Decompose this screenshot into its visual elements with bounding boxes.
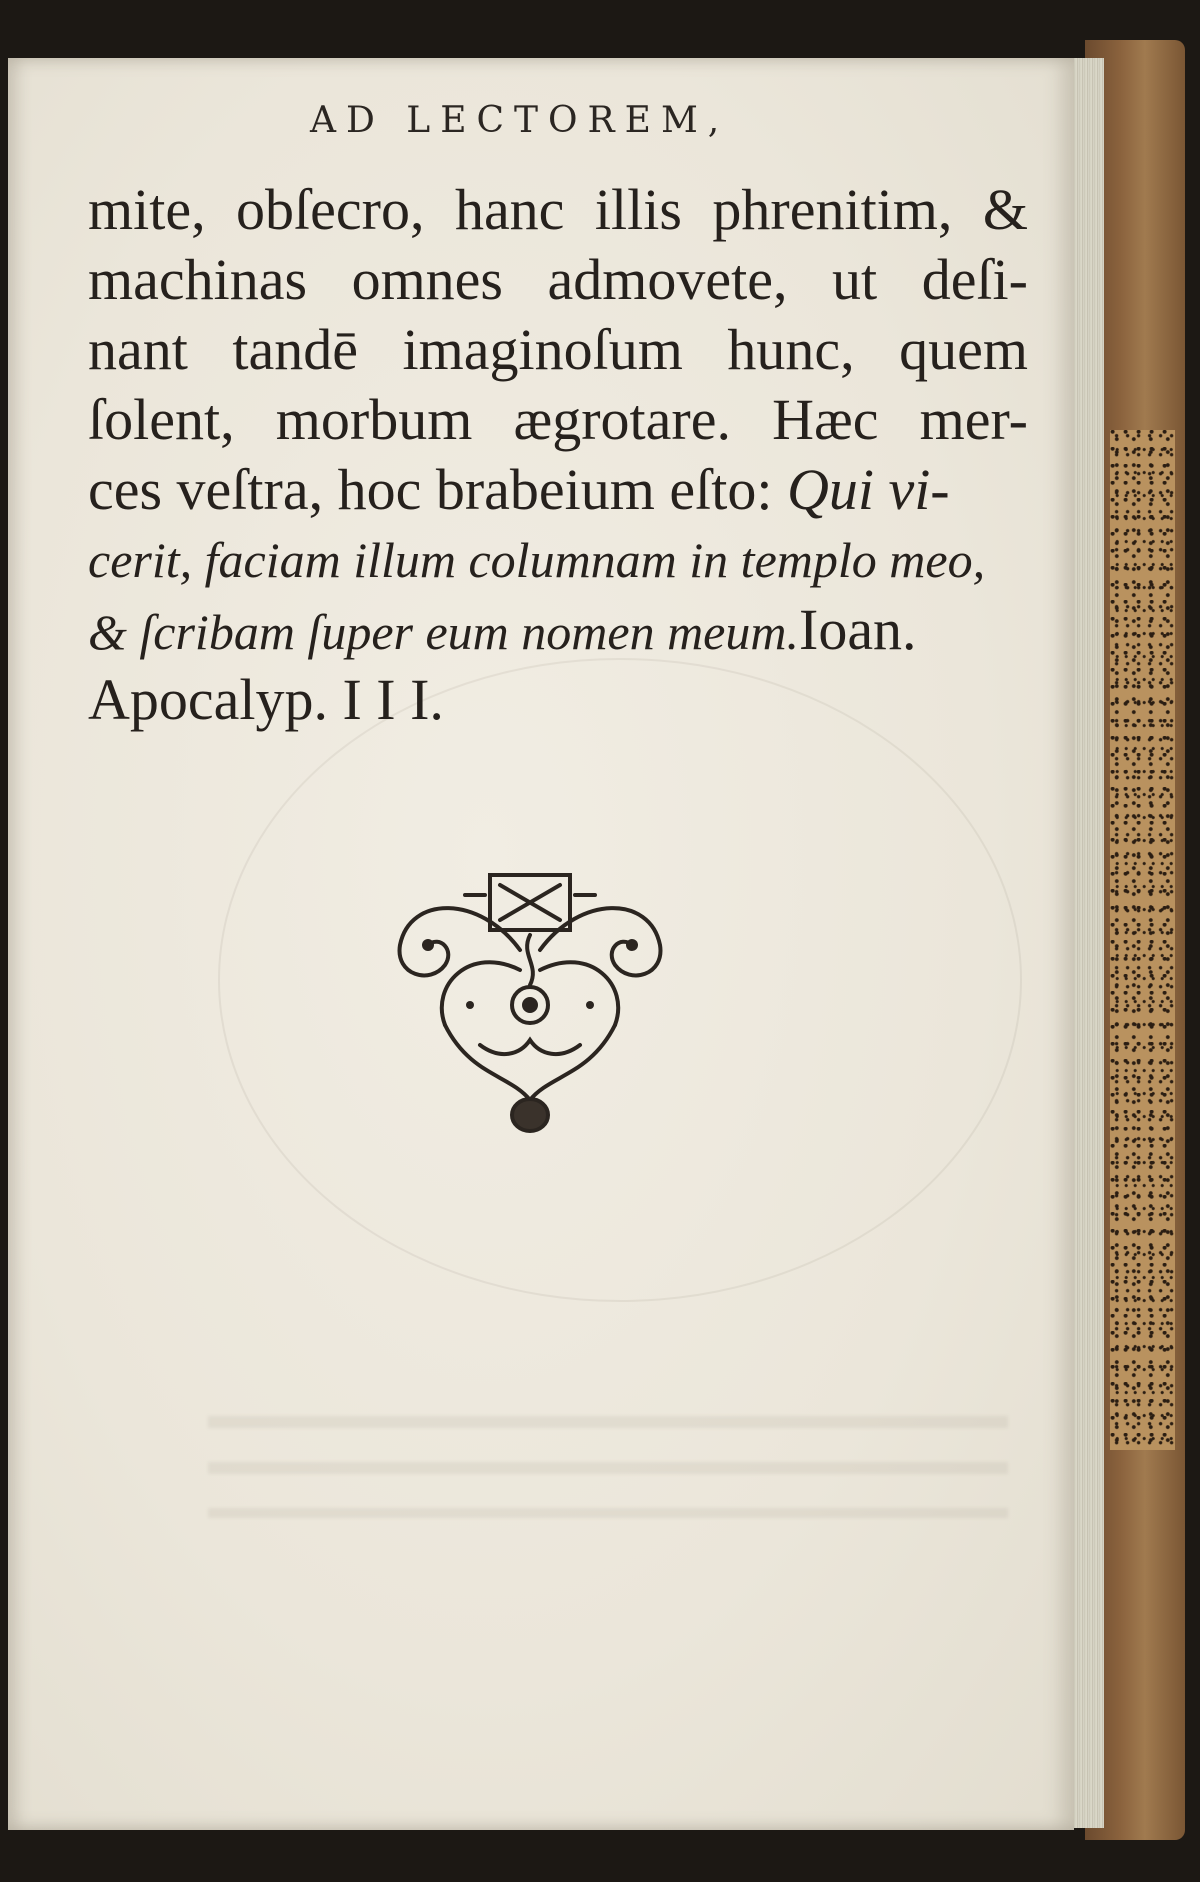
text-line-5: ces veſtra, hoc brabeium eſto: Qui vi- <box>88 457 950 522</box>
fleuron-ornament-icon <box>370 855 690 1135</box>
text-line-1: mite, obſecro, hanc illis phrenitim, & <box>88 177 1028 242</box>
running-head: AD LECTOREM, <box>310 100 730 141</box>
text-line-4: ſolent, morbum ægrotare. Hæc mer- <box>88 387 1028 452</box>
show-through-text <box>208 1398 1008 1518</box>
text-line-6: cerit, faciam illum columnam in templo meo, <box>88 532 986 588</box>
text-line-8: Apocalyp. I I I. <box>88 667 444 732</box>
body-text <box>88 175 1028 735</box>
text-line-3: nant tandē imaginoſum hunc, quem <box>88 317 1028 382</box>
speckled-binding <box>1110 430 1175 1450</box>
text-line-2: machinas omnes admovete, ut deſi- <box>88 247 1028 312</box>
text-line-7: & ſcribam ſuper eum nomen meum.Ioan. <box>88 597 917 662</box>
